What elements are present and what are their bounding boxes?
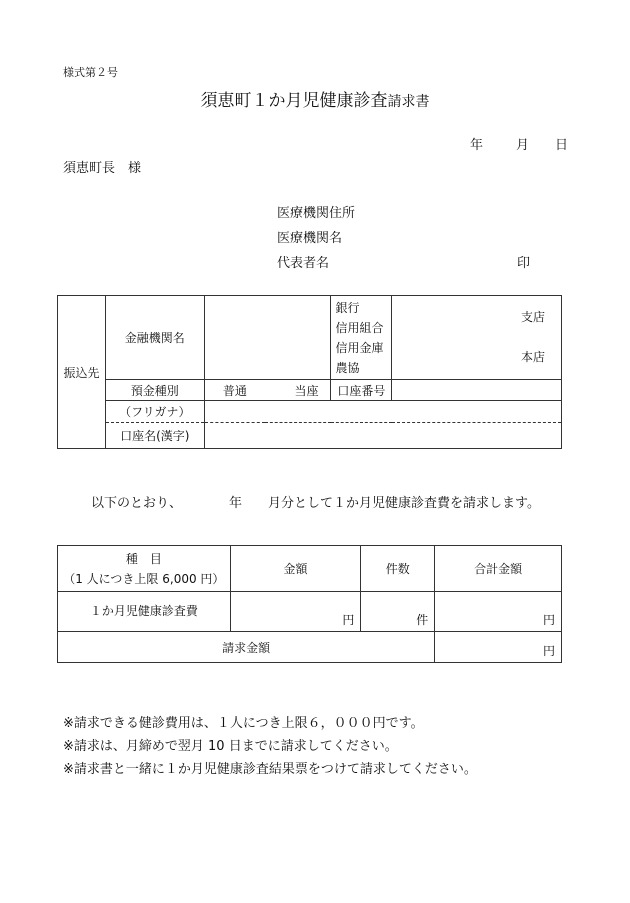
furigana-label: （フリガナ） [105,401,204,423]
account-number-cell[interactable] [392,380,562,401]
bank-type-list [331,296,392,380]
addressee: 須恵町長 様 [63,161,142,176]
page-title [0,86,630,111]
account-name-label: 口座名(漢字) [105,423,204,449]
sentence-year: 年 [229,496,243,511]
branch-label: 支店 [520,310,545,324]
note-item: ※請求できる健診費用は、１人につき上限６，０００円です。 [63,716,424,731]
seal-label: 印 [517,256,531,271]
total-amount-cell[interactable] [435,632,562,663]
title-suffix: 請求書 [387,94,430,110]
date-day-label: 日 [555,138,569,153]
institution-address-label: 医療機関住所 [277,206,356,221]
title-main: 須恵町１か月児健康診査 [200,91,388,111]
representative-label: 代表者名 [277,256,330,271]
form-number: 様式第２号 [63,66,118,79]
note-item: ※請求は、月締めで翌月 10 日までに請求してください。 [63,739,398,754]
item-header-line2: （1 人につき上限 6,000 円） [63,571,225,586]
bank-name-cell[interactable] [204,296,331,380]
sentence-suffix: 月分として１か月児健康診査費を請求します。 [268,496,540,511]
subtotal-cell[interactable] [435,592,562,632]
deposit-current[interactable]: 当座 [265,380,331,401]
count-unit: 件 [416,613,429,627]
furigana-cell[interactable] [204,401,561,423]
amount-header: 金額 [230,546,361,592]
count-header: 件数 [361,546,435,592]
bank-name-label: 金融機関名 [105,296,204,380]
item-name: １か月児健康診査費 [58,592,231,632]
item-header [58,546,231,592]
bank-type-agri-coop: 農協 [335,361,360,375]
bank-type-credit-union: 信用組合 [335,321,384,335]
note-item: ※請求書と一緒に１か月児健康診査結果票をつけて請求してください。 [63,762,477,777]
total-header: 合計金額 [435,546,562,592]
branch-cell[interactable] [392,296,562,380]
count-cell[interactable] [361,592,435,632]
total-label: 請求金額 [58,632,435,663]
total-yen-unit: 円 [542,644,555,658]
head-office-label: 本店 [520,350,545,364]
bank-type-bank: 銀行 [335,301,360,315]
request-table [57,545,562,663]
item-header-line1: 種 目 [125,551,162,566]
sentence-prefix: 以下のとおり、 [91,496,183,511]
amount-cell[interactable] [230,592,361,632]
account-name-cell[interactable] [204,423,561,449]
subtotal-yen-unit: 円 [542,613,555,627]
transfer-section-label: 振込先 [58,296,106,449]
amount-yen-unit: 円 [342,613,355,627]
date-month-label: 月 [516,138,530,153]
date-year-label: 年 [470,138,484,153]
request-sentence [91,492,540,511]
deposit-type-label: 預金種別 [105,380,204,401]
institution-name-label: 医療機関名 [277,231,343,246]
deposit-ordinary[interactable]: 普通 [204,380,265,401]
bank-type-credit-bank: 信用金庫 [335,341,384,355]
account-number-label: 口座番号 [331,380,392,401]
transfer-table [57,295,562,449]
